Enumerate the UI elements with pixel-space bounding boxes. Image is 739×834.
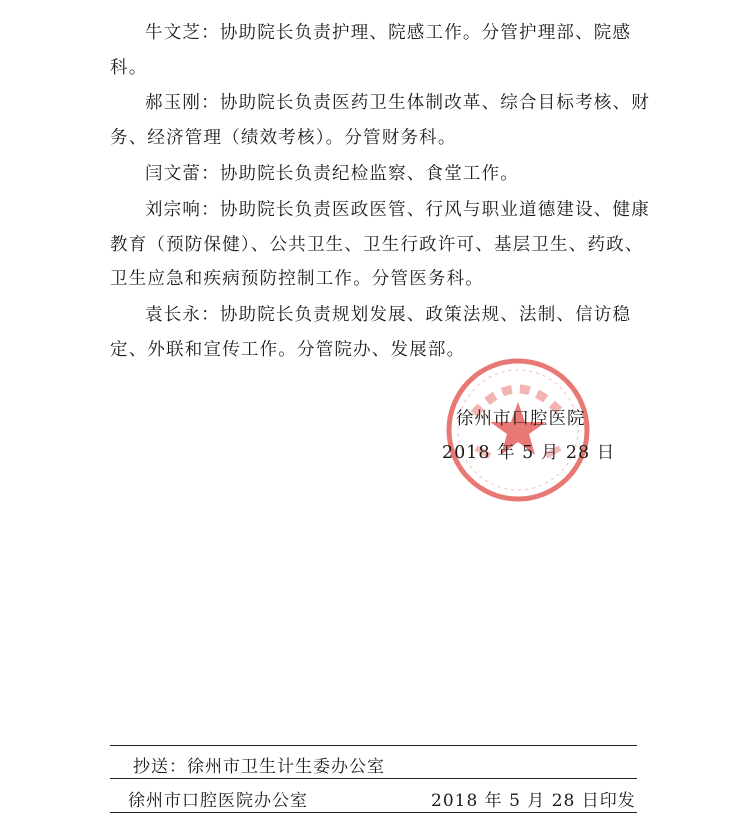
- duty-text: 协助院长负责医药卫生体制改革、综合目标考核、财务、经济管理（绩效考核）。分管财务科。: [110, 93, 650, 148]
- person-name: 郝玉刚: [145, 93, 202, 113]
- duty-text: 协助院长负责纪检监察、食堂工作。: [219, 164, 520, 184]
- duty-paragraph-2: [110, 86, 650, 155]
- duty-paragraph-1: [110, 16, 650, 85]
- name-separator: ：: [201, 164, 220, 184]
- issuing-office: 徐州市口腔医院办公室: [128, 791, 308, 811]
- duty-paragraph-4: [110, 193, 650, 297]
- print-date: 2018 年 5 月 28 日印发: [431, 791, 636, 811]
- footer-divider-bottom: [110, 812, 637, 813]
- name-separator: ：: [201, 93, 220, 113]
- footer-divider-top: [110, 745, 637, 746]
- cc-line: 抄送：徐州市卫生计生委办公室: [133, 757, 385, 777]
- name-separator: ：: [201, 23, 220, 43]
- signature-organization: 徐州市口腔医院: [456, 409, 586, 429]
- person-name: 刘宗响: [145, 200, 202, 220]
- person-name: 闫文蕾: [145, 164, 202, 184]
- person-name: 牛文芝: [145, 23, 202, 43]
- footer-divider-middle: [110, 778, 637, 779]
- duty-text: 协助院长负责规划发展、政策法规、法制、信访稳定、外联和宣传工作。分管院办、发展部。: [110, 305, 632, 360]
- duty-paragraph-3: [110, 157, 650, 192]
- name-separator: ：: [201, 200, 220, 220]
- duty-text: 协助院长负责护理、院感工作。分管护理部、院感科。: [110, 23, 632, 78]
- duty-text: 协助院长负责医政医管、行风与职业道德建设、健康教育（预防保健）、公共卫生、卫生行政许可、基层卫生、药政、卫生应急和疾病预防控制工作。分管医务科。: [110, 200, 650, 289]
- person-name: 袁长永: [145, 305, 202, 325]
- signature-date: 2018 年 5 月 28 日: [442, 443, 616, 463]
- official-seal-stamp: [444, 356, 592, 504]
- name-separator: ：: [201, 305, 220, 325]
